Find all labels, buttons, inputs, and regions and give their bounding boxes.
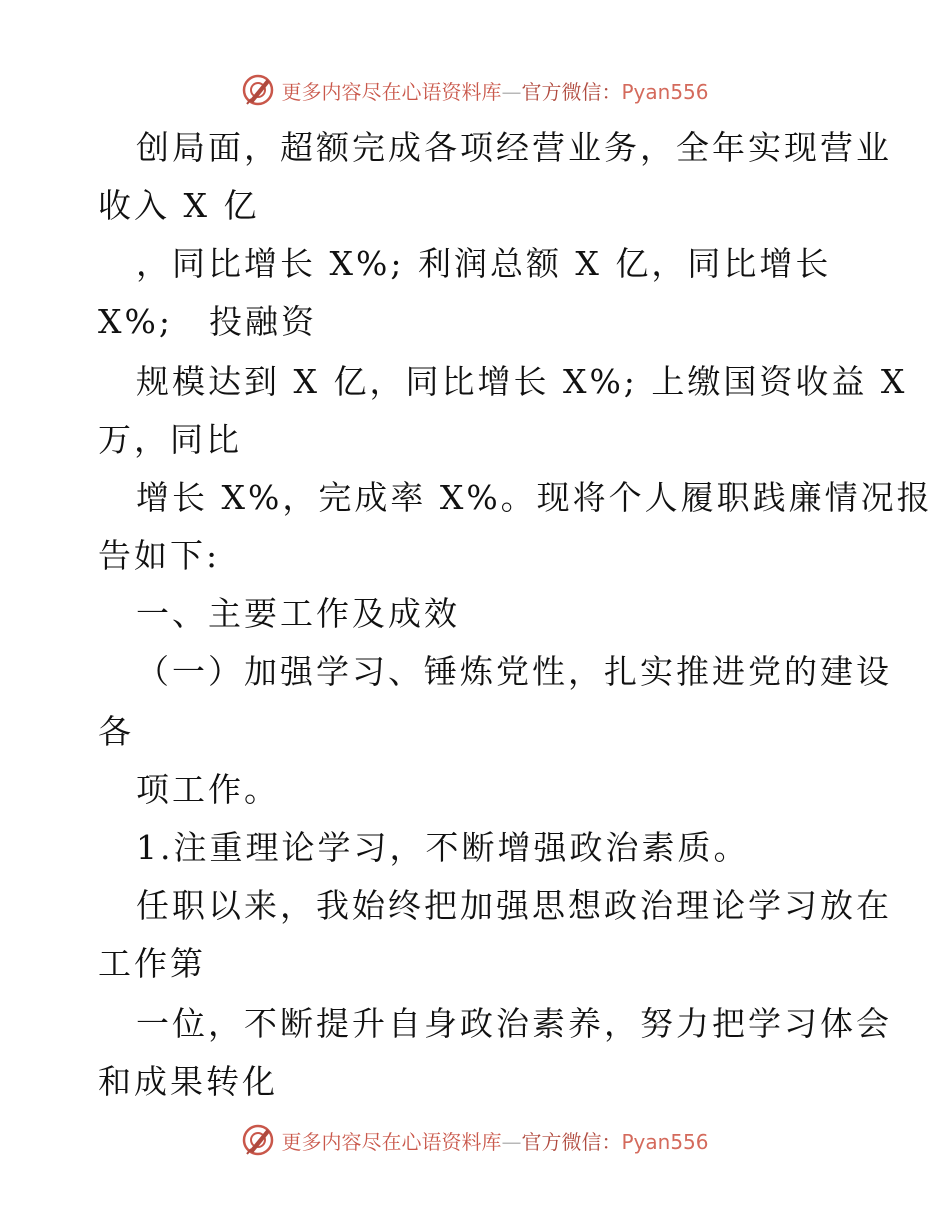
text-line: 项工作。 — [136, 770, 280, 809]
text-line: 和成果转化 — [98, 1062, 278, 1101]
section-heading: 一、主要工作及成效 — [136, 594, 460, 633]
watermark-dash: — — [501, 1129, 522, 1154]
text-line: 增长 X%，完成率 X%。现将个人履职践廉情况报 — [136, 478, 933, 517]
watermark-wechat-label: 官方微信： — [521, 1129, 622, 1154]
text-line: 规模达到 X 亿，同比增长 X%; 上缴国资收益 X — [136, 362, 908, 401]
text-line: 工作第 — [98, 944, 206, 983]
quill-circle-logo-icon — [241, 1123, 275, 1157]
text-line: 任职以来，我始终把加强思想政治理论学习放在 — [136, 886, 892, 925]
watermark-footer — [0, 1120, 950, 1160]
text-line: 各 — [98, 712, 134, 751]
watermark-wechat-id: Pyan556 — [621, 1129, 709, 1154]
text-line: 创局面，超额完成各项经营业务，全年实现营业 — [136, 128, 892, 167]
text-line: 一位，不断提升自身政治素养，努力把学习体会 — [136, 1004, 892, 1043]
watermark-main: 更多内容尽在心语资料库 — [281, 79, 502, 104]
quill-circle-logo-icon — [241, 73, 275, 107]
watermark-wechat-label: 官方微信： — [521, 79, 622, 104]
watermark-wechat-id: Pyan556 — [621, 79, 709, 104]
watermark-header — [0, 70, 950, 110]
text-line: 告如下: — [98, 536, 221, 575]
subsection-heading: （一）加强学习、锤炼党性，扎实推进党的建设 — [136, 652, 892, 691]
text-line: 收入 X 亿 — [98, 186, 260, 225]
watermark-text — [281, 76, 708, 105]
watermark-dash: — — [501, 79, 522, 104]
text-line: 万，同比 — [98, 420, 242, 459]
numbered-heading: 1.注重理论学习，不断增强政治素质。 — [136, 828, 750, 867]
text-line: ，同比增长 X%; 利润总额 X 亿，同比增长 — [136, 244, 832, 283]
watermark-main: 更多内容尽在心语资料库 — [281, 1129, 502, 1154]
text-line: X%; 投融资 — [98, 302, 317, 341]
watermark-text — [281, 1126, 708, 1155]
